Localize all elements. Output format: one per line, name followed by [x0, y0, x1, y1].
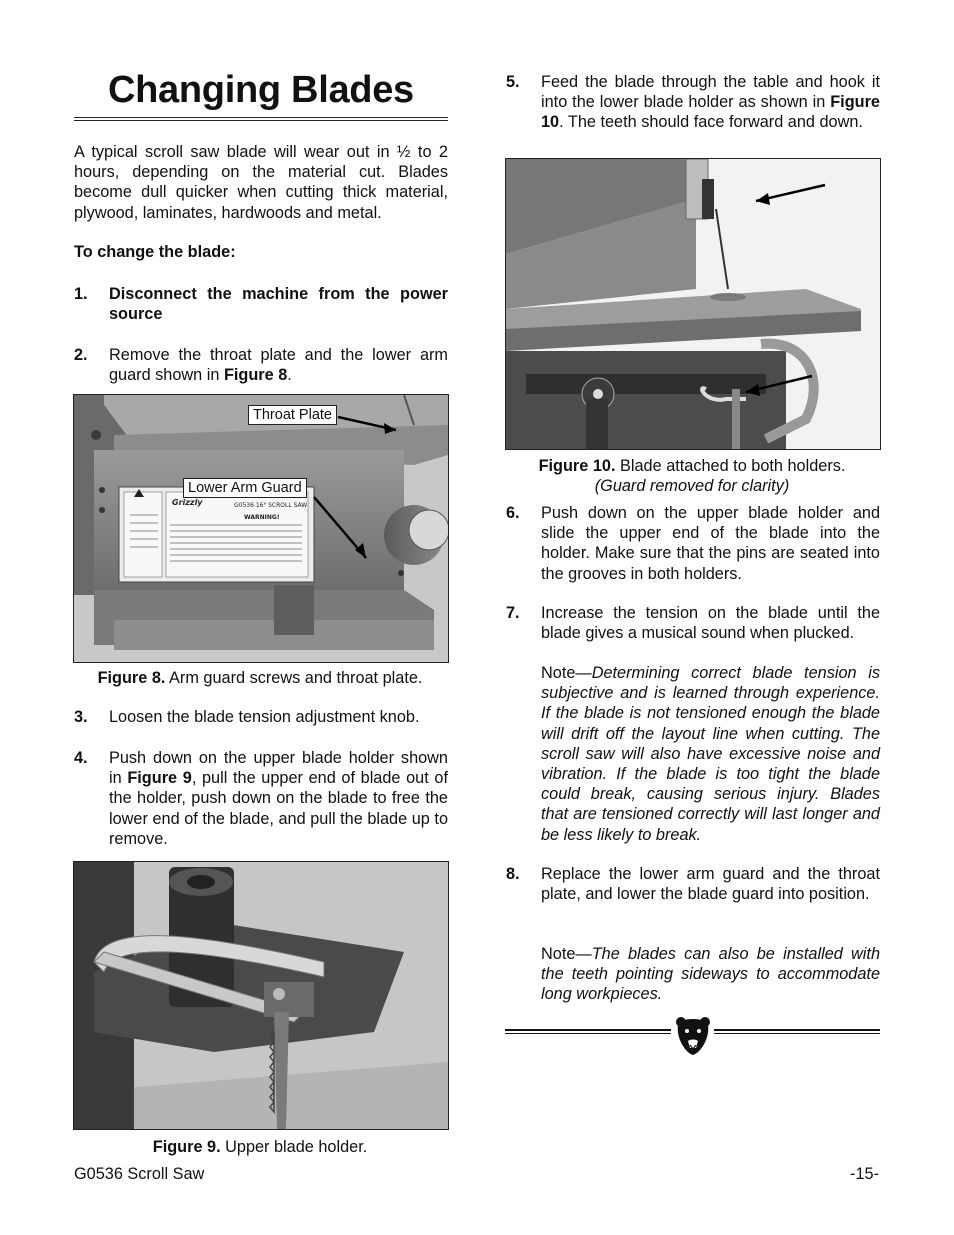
decal-model: G0536 16" SCROLL SAW [234, 502, 308, 509]
intro-paragraph [74, 142, 448, 223]
figure-ref: Figure 10 [541, 93, 880, 132]
step-text: Loosen the blade tension adjustment knob. [109, 708, 420, 726]
callout-lower-arm-guard: Lower Arm Guard [183, 478, 307, 498]
step-number: 4. [74, 749, 88, 767]
step-number: 2. [74, 346, 88, 364]
step-number: 3. [74, 708, 88, 726]
step-number: 8. [506, 865, 520, 883]
figure-10-photo [505, 158, 881, 450]
step-number: 1. [74, 285, 88, 303]
footer-page-number: -15- [850, 1165, 879, 1183]
figure-ref: Figure 9 [127, 769, 192, 788]
step-7-note: Note—Determining correct blade tension is subjective and is learned through experience. If the blade is not tensioned enough the blade will drift off the layout line when cutting. The scroll saw will also have excessive noise and vibration. If the blade is too tight the blade could break, causing serious injury. Blades that are tensioned correctly will last longer and be less likely to break. [541, 664, 880, 844]
figure-10-caption [505, 456, 879, 496]
footer-model: G0536 Scroll Saw [74, 1165, 205, 1183]
figure-10-caption-line1: Figure 10. Blade attached to both holders. [538, 457, 846, 475]
figure-8-caption: Figure 8. Arm guard screws and throat plate. [97, 669, 423, 687]
section-end-divider [505, 1015, 880, 1059]
upper-blade-holder-illustration [74, 862, 448, 1129]
figure-9-caption: Figure 9. Upper blade holder. [152, 1138, 368, 1156]
step-number: 6. [506, 504, 520, 522]
title-rule [74, 117, 448, 121]
subheading: To change the blade: [74, 243, 236, 261]
decal-warning: WARNING! [244, 514, 280, 521]
intro-line: become dull quicker when cutting thick material, [74, 183, 448, 202]
figure-ref: Figure 8 [223, 366, 288, 385]
page-title: Changing Blades [108, 69, 414, 111]
bear-logo-icon [674, 1015, 712, 1057]
step-text: Remove the throat plate and the lower arm guard shown in Figure 8. [109, 346, 448, 385]
step-text: Increase the tension on the blade until the blade gives a musical sound when plucked. [541, 604, 880, 643]
step-text: Push down on the upper blade holder and slide the upper end of the blade into the holder. Make sure that the pins are seated into the grooves in both holders. [541, 504, 880, 583]
intro-line: hours, depending on the material cut. Blades [74, 163, 448, 182]
step-number: 7. [506, 604, 520, 622]
scroll-saw-side-illustration [74, 395, 448, 662]
step-text: Replace the lower arm guard and the throat plate, and lower the blade guard into position. [541, 865, 880, 904]
step-number: 5. [506, 73, 520, 91]
step-8-note: Note—The blades can also be installed with the teeth pointing sideways to accommodate long workpieces. [541, 945, 880, 1004]
intro-line: A typical scroll saw blade will wear out in ½ to 2 [74, 143, 448, 161]
figure-10-caption-line2: (Guard removed for clarity) [594, 477, 790, 496]
decal-brand: Grizzly [172, 498, 203, 507]
callout-throat-plate: Throat Plate [248, 405, 337, 425]
figure-9-photo [73, 861, 449, 1130]
step-text: Feed the blade through the table and hook it into the lower blade holder as shown in Figure 10. The teeth should face forward and down. [541, 73, 880, 132]
step-text: Disconnect the machine from the power source [109, 285, 448, 324]
intro-line: plywood, laminates, hardwoods and metal. [74, 203, 382, 222]
step-text: Push down on the upper blade holder shown in Figure 9, pull the upper end of blade out of the holder, push down on the blade to free the lower end of the blade, and pull the blade up to remove. [109, 749, 448, 848]
figure-8-photo [73, 394, 449, 663]
blade-installed-illustration [506, 159, 880, 449]
